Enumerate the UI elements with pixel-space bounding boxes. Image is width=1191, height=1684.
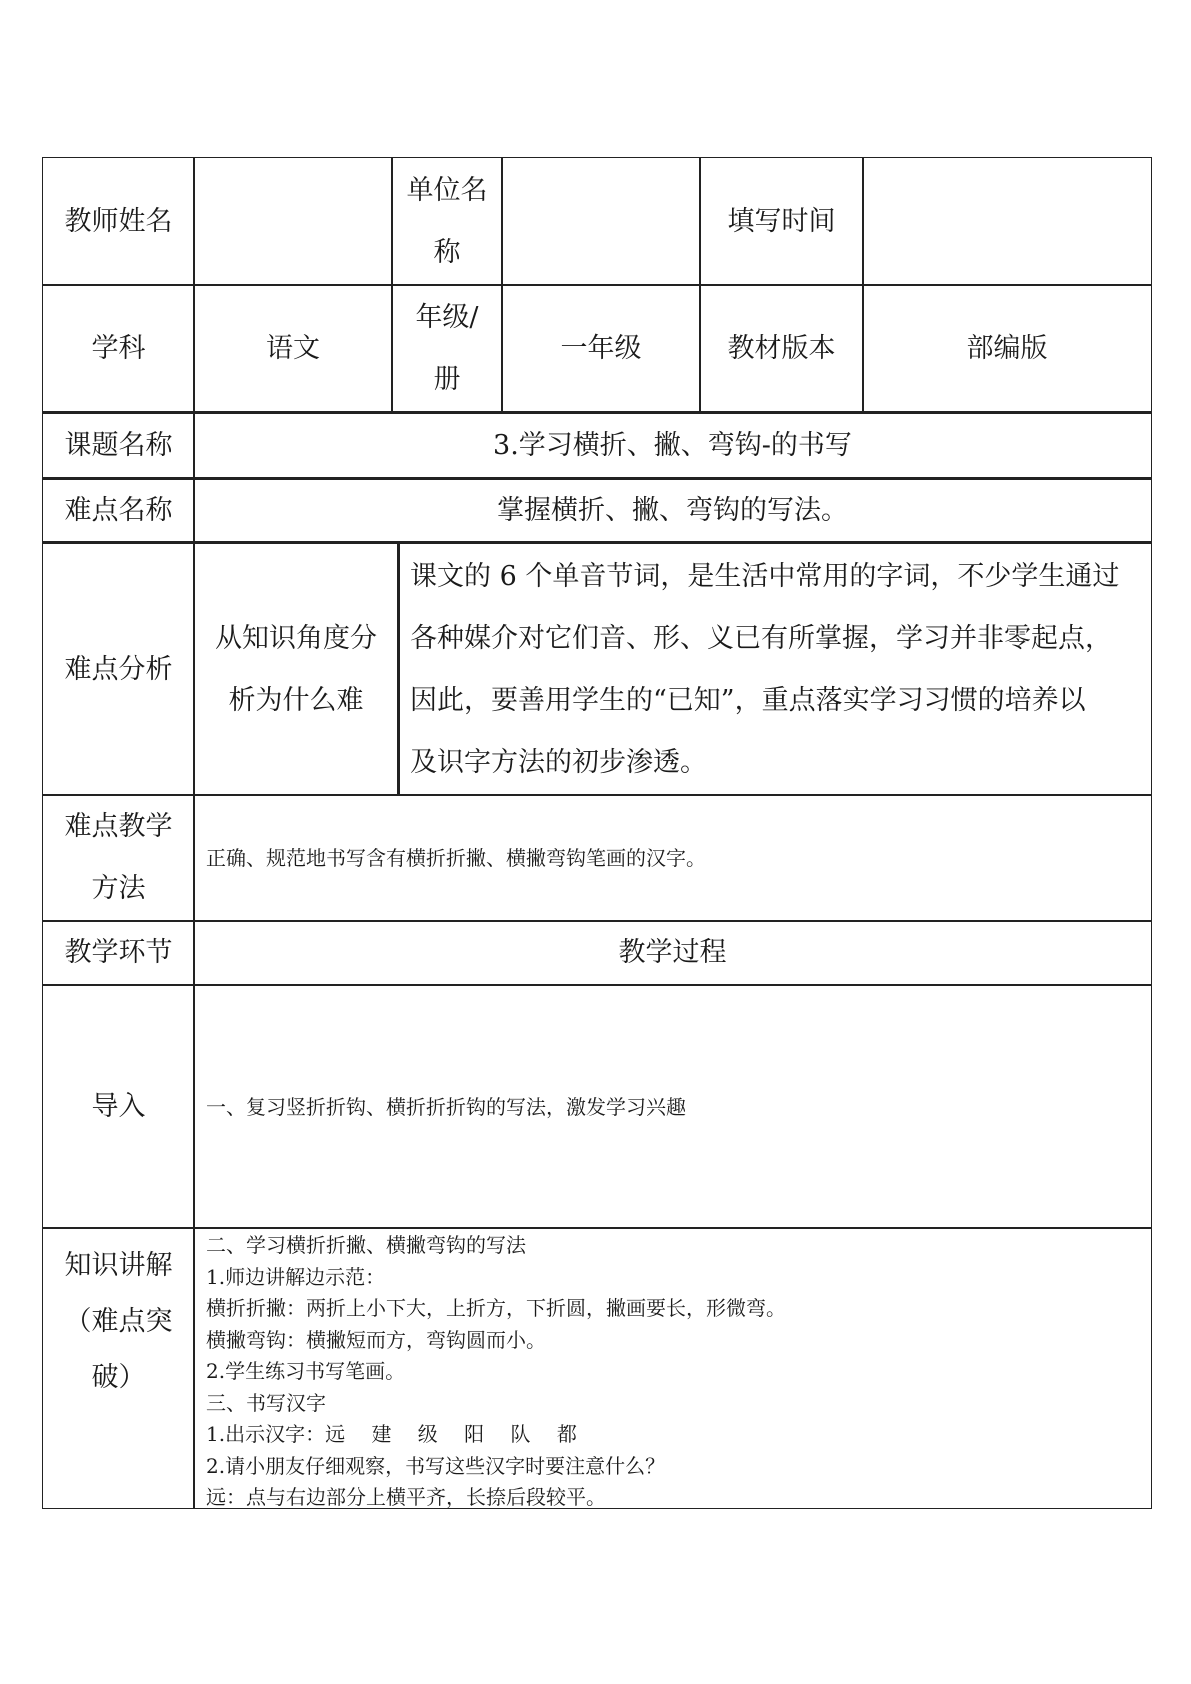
knowledge-label-line1: 知识讲解: [64, 1250, 173, 1281]
explain-line: 三、书写汉字: [206, 1390, 326, 1415]
grade-label: [391, 284, 503, 413]
knowledge-label-line3: 破）: [91, 1362, 146, 1393]
analysis-perspective-line2: 析为什么难: [228, 684, 364, 716]
subject-value: 语文: [193, 284, 393, 413]
unit-name-field[interactable]: [501, 157, 701, 286]
teaching-stage-header: 教学环节: [42, 920, 195, 986]
explain-line: 1.出示汉字：远 建 级 阳 队 都: [206, 1422, 577, 1446]
teaching-method-label: [42, 794, 195, 922]
topic-value: 3.学习横折、撇、弯钩-的书写: [193, 411, 1152, 479]
explain-line: 2.学生练习书写笔画。: [206, 1359, 406, 1383]
analysis-perspective-line1: 从知识角度分: [215, 622, 377, 654]
explain-line: 1.师边讲解边示范：: [206, 1264, 386, 1289]
difficulty-name-value: 掌握横折、撇、弯钩的写法。: [193, 477, 1152, 543]
textbook-edition-label: 教材版本: [699, 284, 864, 413]
textbook-edition-value: 部编版: [862, 284, 1152, 413]
explain-line: 横撇弯钩：横撇短而方，弯钩圆而小。: [206, 1327, 546, 1352]
subject-label: 学科: [42, 284, 195, 413]
teaching-method-label-line1: 难点教学: [64, 811, 173, 842]
grade-value: 一年级: [501, 284, 701, 413]
explain-line: 二、学习横折折撇、横撇弯钩的写法: [206, 1233, 526, 1257]
intro-label: 导入: [42, 984, 195, 1229]
fill-date-label: 填写时间: [699, 157, 864, 286]
difficulty-analysis-text: [397, 541, 1152, 796]
knowledge-explanation-content: [193, 1227, 1152, 1509]
unit-name-label-line1: 单位名: [406, 174, 488, 206]
teaching-method-label-line2: 方法: [91, 873, 146, 904]
explain-line: 远：点与右边部分上横平齐，长捺后段较平。: [206, 1485, 606, 1509]
fill-date-field[interactable]: [862, 157, 1152, 286]
explain-line: 横折折撇：两折上小下大，上折方，下折圆，撇画要长，形微弯。: [206, 1296, 786, 1320]
topic-label: 课题名称: [42, 411, 195, 479]
knowledge-explanation-label: [42, 1227, 195, 1509]
teaching-process-header: 教学过程: [193, 920, 1152, 986]
teacher-name-field[interactable]: [193, 157, 393, 286]
difficulty-name-label: 难点名称: [42, 477, 195, 543]
grade-label-line2: 册: [433, 363, 461, 395]
knowledge-label-line2: （难点突: [64, 1306, 173, 1337]
analysis-perspective-label: [193, 541, 399, 796]
teacher-name-label: 教师姓名: [42, 157, 195, 286]
teaching-method-value: 正确、规范地书写含有横折折撇、横撇弯钩笔画的汉字。: [193, 794, 1152, 922]
unit-name-label-line2: 称: [433, 236, 461, 268]
analysis-line: 各种媒介对它们音、形、义已有所掌握，学习并非零起点，: [410, 622, 1112, 654]
analysis-line: 课文的 6 个单音节词，是生活中常用的字词，不少学生通过: [410, 560, 1120, 592]
intro-content: 一、复习竖折折钩、横折折折钩的写法，激发学习兴趣: [193, 984, 1152, 1229]
difficulty-analysis-label: 难点分析: [42, 541, 195, 796]
grade-label-line1: 年级/: [415, 301, 479, 333]
analysis-line: 及识字方法的初步渗透。: [410, 746, 707, 778]
explain-line: 2.请小朋友仔细观察，书写这些汉字时要注意什么？: [206, 1453, 666, 1478]
analysis-line: 因此，要善用学生的“已知”，重点落实学习习惯的培养以: [410, 684, 1086, 716]
unit-name-label: [391, 157, 503, 286]
